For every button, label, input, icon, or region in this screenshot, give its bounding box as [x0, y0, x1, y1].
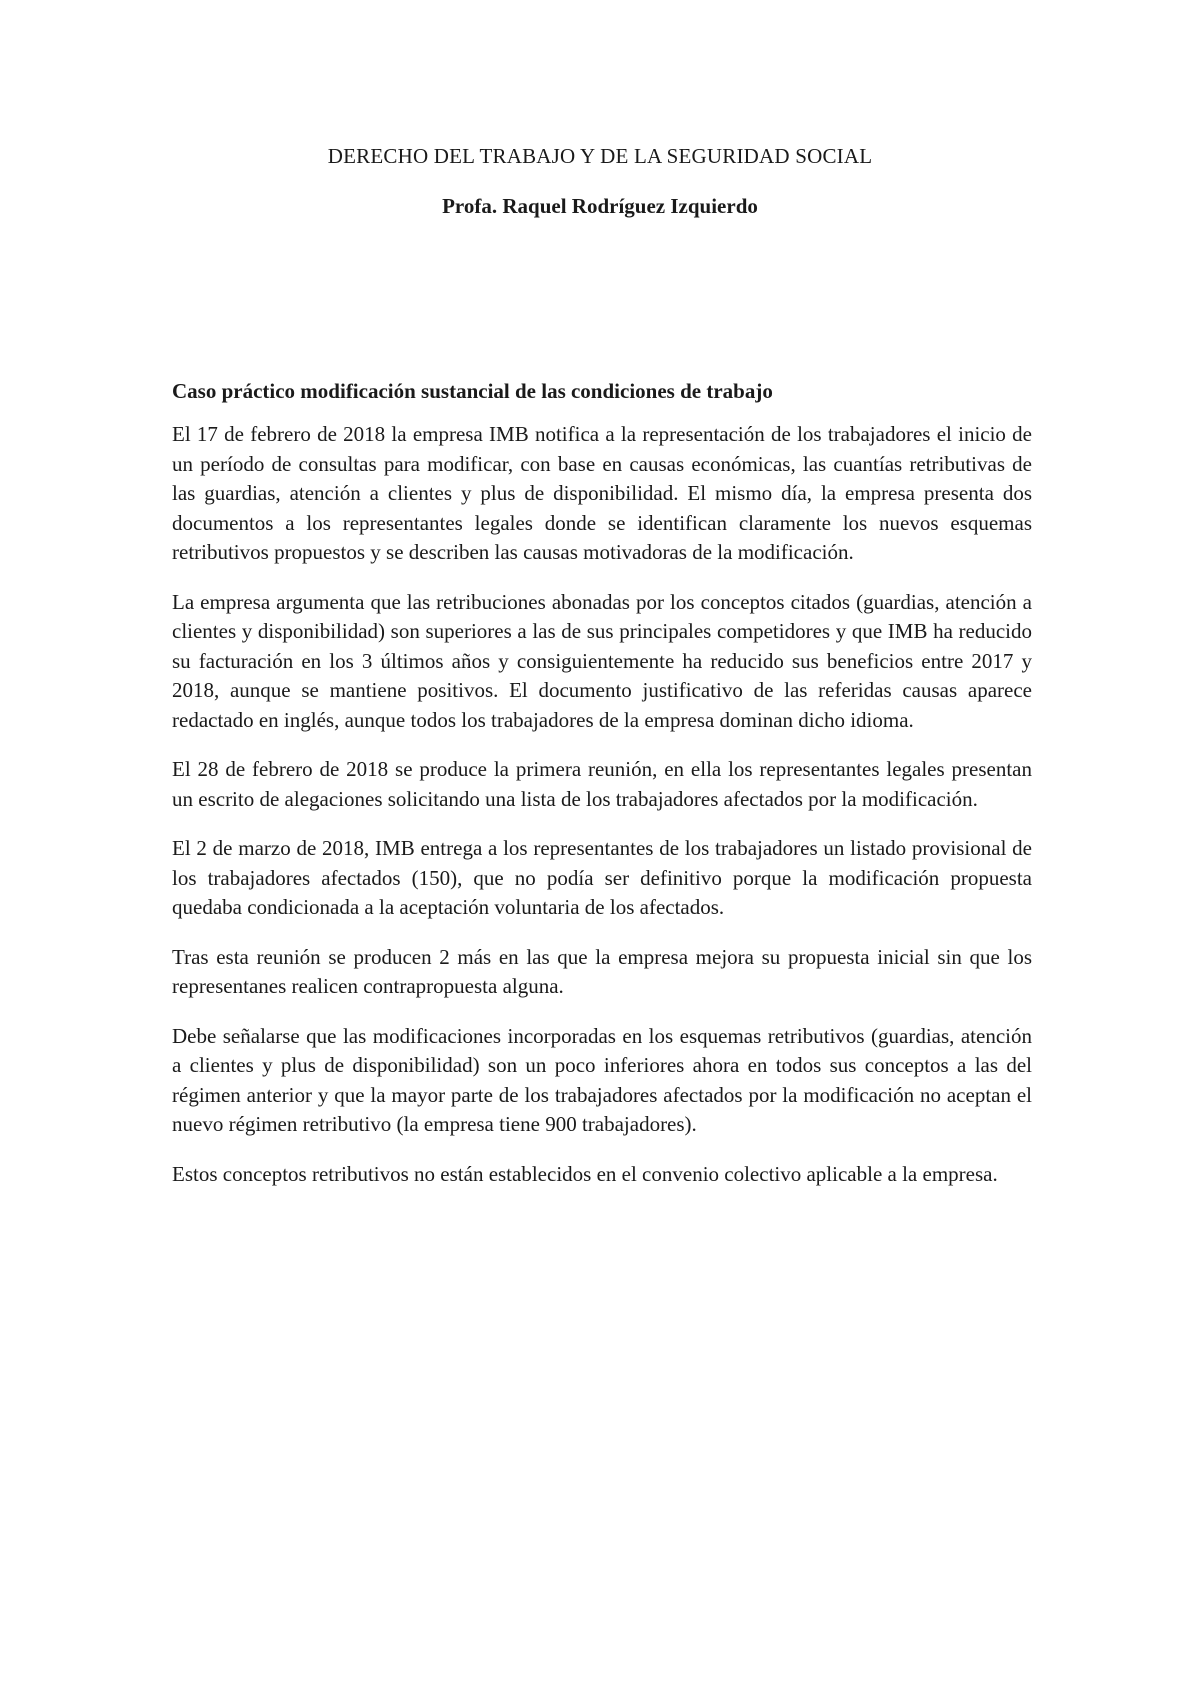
paragraph-4: El 2 de marzo de 2018, IMB entrega a los representantes de los trabajadores un listado provisional de los trabajadores afectados (150), que no podía ser definitivo porque la modificación propuesta quedaba condicionada a la aceptación voluntaria de los afectados.: [172, 836, 1032, 919]
paragraph-6: Debe señalarse que las modificaciones incorporadas en los esquemas retributivos (guardias, atención a clientes y plus de disponibilidad) son un poco inferiores ahora en todos sus conceptos a las del régimen anterior y que la mayor parte de los trabajadores afectados por la modificación no aceptan el nuevo régimen retributivo (la empresa tiene 900 trabajadores).: [172, 1023, 1032, 1136]
paragraph-5: Tras esta reunión se producen 2 más en las que la empresa mejora su propuesta inicial sin que los representanes realicen contrapropuesta alguna.: [172, 944, 1032, 998]
case-section: [172, 376, 1032, 1209]
case-title: Caso práctico modificación sustancial de las condiciones de trabajo: [172, 379, 773, 403]
paragraph-3: El 28 de febrero de 2018 se produce la primera reunión, en ella los representantes legales presentan un escrito de alegaciones solicitando una lista de los trabajadores afectados por la modificación.: [172, 757, 1032, 811]
paragraph-1: El 17 de febrero de 2018 la empresa IMB notifica a la representación de los trabajadores el inicio de un período de consultas para modificar, con base en causas económicas, las cuantías retributivas de las guardias, atención a clientes y plus de disponibilidad. El mismo día, la empresa presenta dos documentos a los representantes legales donde se identifican claramente los nuevos esquemas retributivos propuestos y se describen las causas motivadoras de la modificación.: [172, 422, 1032, 564]
paragraph-2: La empresa argumenta que las retribuciones abonadas por los conceptos citados (guardias, atención a clientes y disponibilidad) son superiores a las de sus principales competidores y que IMB ha reducido su facturación en los 3 últimos años y consiguientemente ha reducido sus beneficios entre 2017 y 2018, aunque se mantiene positivos. El documento justificativo de las referidas causas aparece redactado en inglés, aunque todos los trabajadores de la empresa dominan dicho idioma.: [172, 589, 1032, 732]
document-title: DERECHO DEL TRABAJO Y DE LA SEGURIDAD SOCIAL: [327, 144, 873, 168]
document-author: Profa. Raquel Rodríguez Izquierdo: [442, 194, 758, 218]
paragraph-7: Estos conceptos retributivos no están establecidos en el convenio colectivo aplicable a la empresa.: [172, 1161, 998, 1186]
